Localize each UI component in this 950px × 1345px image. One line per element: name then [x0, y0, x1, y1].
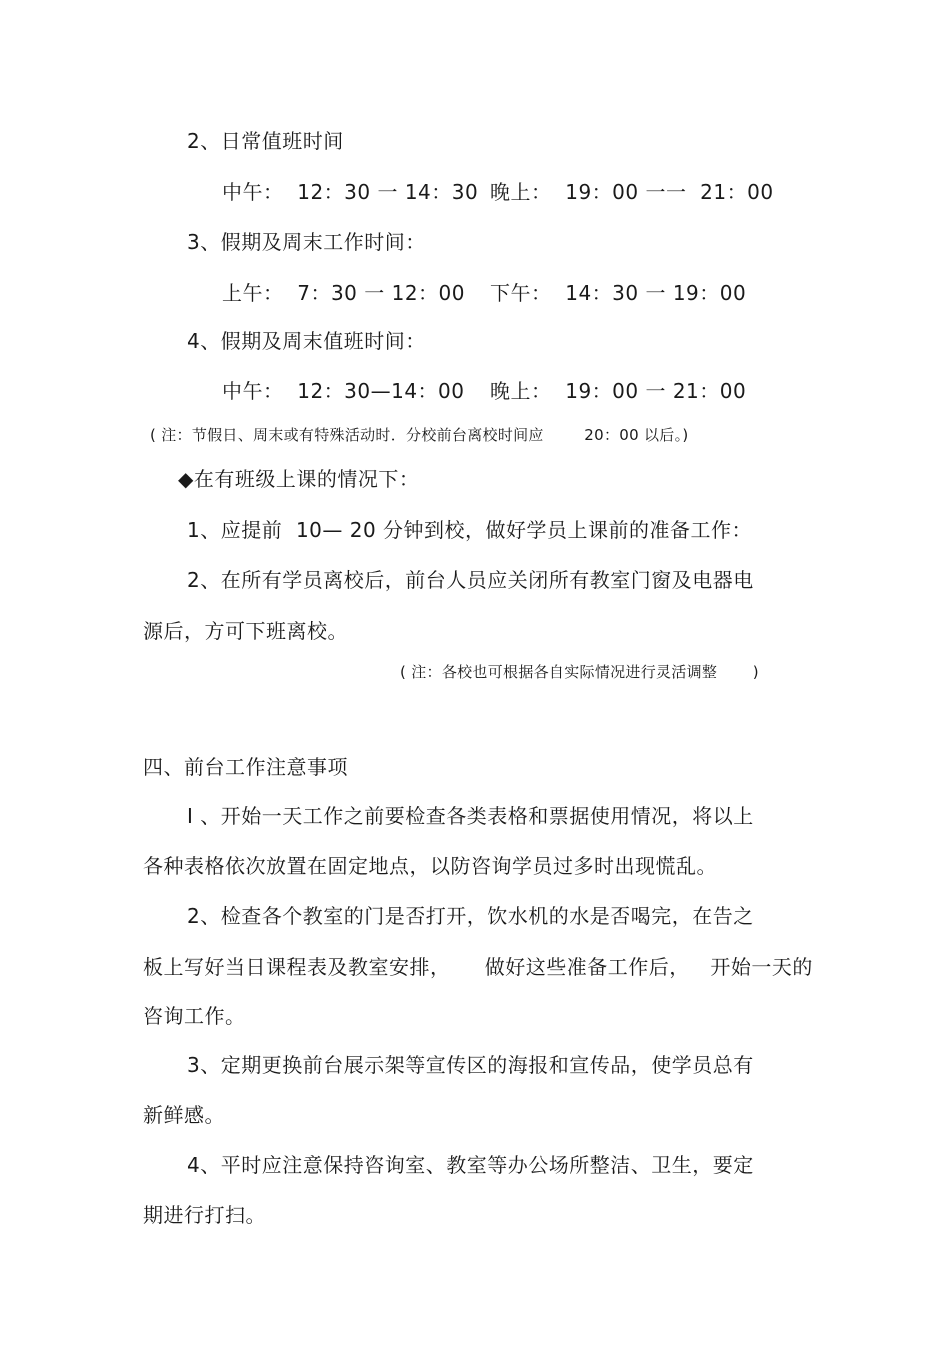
section4-item4-line1: 4、平时应注意保持咨询室、教室等办公场所整洁、卫生，要定 [187, 1153, 754, 1177]
section4-item1-line1: I 、开始一天工作之前要检查各类表格和票据使用情况，将以上 [187, 804, 754, 828]
class-item-2-line1: 2、在所有学员离校后，前台人员应关闭所有教室门窗及电器电 [187, 568, 754, 592]
daily-duty-noon: 中午： 12：30 一 14：30 [222, 180, 479, 204]
section4-item2-line3: 咨询工作。 [143, 1004, 246, 1028]
section4-item4-line2: 期进行打扫。 [143, 1203, 266, 1227]
section4-title: 四、前台工作注意事项 [143, 755, 348, 779]
class-section-heading: ◆在有班级上课的情况下： [178, 467, 420, 491]
holiday-work-morning: 上午： 7：30 一 12：00 [222, 281, 466, 305]
holiday-duty-evening: 晚上： 19：00 一 21：00 [490, 379, 747, 403]
section4-item2-line2: 板上写好当日课程表及教室安排， 做好这些准备工作后， 开始一天的 [143, 955, 813, 979]
holiday-work-heading: 3、假期及周末工作时间： [187, 230, 426, 254]
section4-item1-line2: 各种表格依次放置在固定地点，以防咨询学员过多时出现慌乱。 [143, 854, 717, 878]
holiday-work-afternoon: 下午： 14：30 一 19：00 [490, 281, 747, 305]
holiday-duty-noon: 中午： 12：30—14：00 [222, 379, 465, 403]
class-item-2-line2: 源后，方可下班离校。 [143, 619, 348, 643]
section4-item3-line2: 新鲜感。 [143, 1103, 225, 1127]
schedule-note: ( 注：节假日、周末或有特殊活动时．分校前台离校时间应 20：00 以后。) [150, 426, 689, 444]
daily-duty-heading: 2、日常值班时间 [187, 129, 344, 153]
class-item-1: 1、应提前 10— 20 分钟到校，做好学员上课前的准备工作： [187, 518, 753, 542]
class-note: ( 注：各校也可根据各自实际情况进行灵活调整 ) [400, 663, 759, 681]
section4-item3-line1: 3、定期更换前台展示架等宣传区的海报和宣传品，使学员总有 [187, 1053, 754, 1077]
section4-item2-line1: 2、检查各个教室的门是否打开，饮水机的水是否喝完，在告之 [187, 904, 754, 928]
daily-duty-evening: 晚上： 19：00 一一 21：00 [490, 180, 774, 204]
holiday-duty-heading: 4、假期及周末值班时间： [187, 329, 426, 353]
